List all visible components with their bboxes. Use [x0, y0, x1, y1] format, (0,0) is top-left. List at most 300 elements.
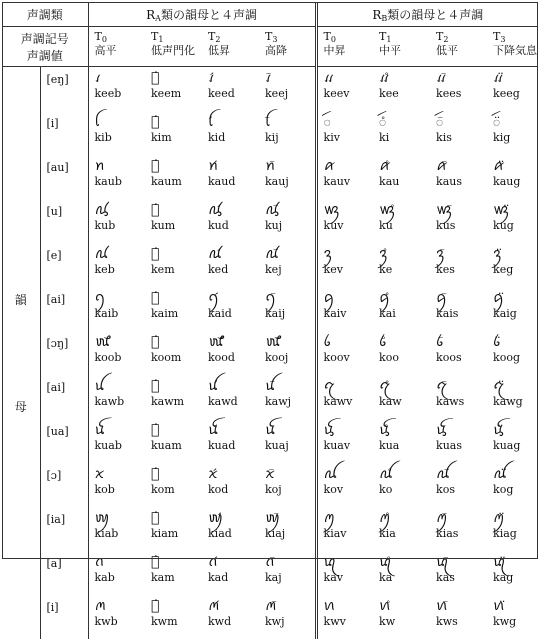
romanization: kauj [265, 175, 315, 188]
syllable-cell [487, 111, 538, 155]
syllable-cell [430, 507, 487, 551]
romanization: kooj [265, 351, 315, 364]
syllable-cell [316, 463, 373, 507]
script-glyph: ꪂ̇ [151, 199, 202, 219]
romanization: kaj [265, 571, 315, 584]
table-row [2, 111, 538, 155]
romanization: koos [436, 351, 487, 364]
romanization: kaig [493, 307, 538, 320]
script-glyph: ꪐ́ [208, 507, 259, 527]
syllable-cell [145, 155, 202, 199]
syllable-cell [88, 67, 145, 112]
romanization: keev [324, 87, 374, 100]
script-glyph: ꪊ̄ [265, 375, 315, 395]
romanization: kawg [493, 395, 538, 408]
syllable-cell [487, 199, 538, 243]
romanization: koog [493, 351, 538, 364]
script-glyph: ꪌ [95, 419, 146, 439]
romanization: kaub [95, 175, 146, 188]
syllable-cell [373, 463, 430, 507]
syllable-cell [202, 243, 259, 287]
script-glyph: ꪎ [95, 463, 146, 483]
syllable-cell [373, 595, 430, 639]
syllable-cell [259, 551, 316, 595]
script-glyph: ꪋ̈ [493, 375, 538, 395]
script-glyph: ꪈ̄ [265, 331, 315, 351]
syllable-cell [88, 595, 145, 639]
tone-header-tones_a-0 [88, 27, 145, 67]
syllable-cell [430, 419, 487, 463]
script-glyph: ꪐ [95, 507, 146, 527]
script-glyph: ꪕ [324, 595, 374, 615]
tone-code [265, 30, 315, 44]
romanization: koo [379, 351, 430, 364]
script-glyph: ꪔ́ [208, 595, 259, 615]
romanization: kes [436, 263, 487, 276]
syllable-cell [202, 287, 259, 331]
romanization: kov [324, 483, 374, 496]
tone-header-tones_a-1 [145, 27, 202, 67]
syllable-cell [259, 463, 316, 507]
tone-class-label: 声調類 [2, 2, 88, 27]
syllable-cell [145, 331, 202, 375]
syllable-cell [316, 67, 373, 112]
script-glyph: ꪵ [324, 67, 374, 87]
syllable-cell [259, 507, 316, 551]
syllable-cell [259, 111, 316, 155]
script-glyph: ꪍ̄ [436, 419, 487, 439]
romanization: kaug [493, 175, 538, 188]
romanization: kem [151, 263, 202, 276]
script-glyph: ꪏ [324, 463, 374, 483]
tone-code-letter: T [208, 30, 215, 43]
script-glyph: ꪁ̊ [379, 155, 430, 175]
syllable-cell [145, 507, 202, 551]
syllable-cell [88, 287, 145, 331]
script-glyph: ꪋ̊ [379, 375, 430, 395]
romanization: kawd [208, 395, 259, 408]
syllable-cell [487, 595, 538, 639]
syllable-cell [145, 375, 202, 419]
script-glyph: ꪹ̇ [151, 67, 202, 87]
romanization: kos [436, 483, 487, 496]
romanization: kuas [436, 439, 487, 452]
syllable-cell [259, 331, 316, 375]
syllable-cell [487, 419, 538, 463]
romanization: kud [208, 219, 259, 232]
romanization: kuag [493, 439, 538, 452]
syllable-cell [88, 375, 145, 419]
romanization: kaim [151, 307, 202, 320]
romanization: kab [95, 571, 146, 584]
script-glyph: ꪔ̄ [265, 595, 315, 615]
script-glyph: ꪎ̄ [265, 463, 315, 483]
romanization: kuab [95, 439, 146, 452]
romanization: kwj [265, 615, 315, 628]
script-glyph: ꪉ̈ [493, 331, 538, 351]
script-glyph: ꪑ̊ [379, 507, 430, 527]
syllable-cell [145, 463, 202, 507]
romanization: kees [436, 87, 487, 100]
syllable-cell [259, 595, 316, 639]
romanization: kia [379, 527, 430, 540]
script-glyph: ꪆ́ [208, 287, 259, 307]
script-glyph: ꪄ̇ [151, 243, 202, 263]
romanization: keb [95, 263, 146, 276]
script-glyph: ꪍ̈ [493, 419, 538, 439]
syllable-cell [487, 287, 538, 331]
table-row [2, 243, 538, 287]
tone-header-tones_b-2 [430, 27, 487, 67]
romanization: kiad [208, 527, 259, 540]
romanization: kid [208, 131, 259, 144]
romanization: keeb [95, 87, 146, 100]
romanization: kawv [324, 395, 374, 408]
script-glyph: ꪔ̇ [151, 595, 202, 615]
script-glyph: ꪐ̄ [265, 507, 315, 527]
romanization: ki [379, 131, 430, 144]
rhyme-label: [ɔ] [40, 463, 88, 507]
script-glyph: ꪀ́ [208, 155, 259, 175]
rhyme-label: [ai] [40, 375, 88, 419]
syllable-cell [487, 375, 538, 419]
script-glyph: ꪍ [324, 419, 374, 439]
script-glyph: ꪊ̇ [151, 375, 202, 395]
romanization: kiav [324, 527, 374, 540]
romanization: keem [151, 87, 202, 100]
syllable-cell [202, 595, 259, 639]
table-row [2, 287, 538, 331]
rhyme-label: [e] [40, 243, 88, 287]
syllable-cell [145, 199, 202, 243]
script-glyph: ꪅ̄ [436, 243, 487, 263]
syllable-cell [202, 375, 259, 419]
romanization: kus [436, 219, 487, 232]
table-row [2, 595, 538, 639]
script-glyph: ꪵ̊ [379, 67, 430, 87]
rhyme-label: [a] [40, 551, 88, 595]
romanization: koom [151, 351, 202, 364]
romanization: kuav [324, 439, 374, 452]
script-glyph: ꪅ̊ [379, 243, 430, 263]
tone-code [95, 30, 146, 44]
romanization: kag [493, 571, 538, 584]
syllable-cell [88, 155, 145, 199]
script-glyph: ꪇ̄ [436, 287, 487, 307]
tone-name: 高降 [265, 44, 315, 57]
script-glyph: ꪄ [95, 243, 146, 263]
rhyme-side-char: 母 [2, 398, 40, 415]
script-glyph: ꪔ [95, 595, 146, 615]
syllable-cell [259, 155, 316, 199]
tone-name: 下降気息 [493, 44, 538, 57]
script-glyph: ꪹ́ [208, 67, 259, 87]
tone-header-tones_b-1 [373, 27, 430, 67]
romanization: kiv [324, 131, 374, 144]
romanization: kaij [265, 307, 315, 320]
romanization: kuj [265, 219, 315, 232]
romanization: kuam [151, 439, 202, 452]
rhyme-label: [ua] [40, 419, 88, 463]
table-row [2, 331, 538, 375]
tone-code-letter: T [324, 30, 331, 43]
rhyme-label: [u] [40, 199, 88, 243]
romanization: kam [151, 571, 202, 584]
syllable-cell [202, 67, 259, 112]
script-glyph: ꪓ̄ [436, 551, 487, 571]
script-glyph: ꪷ̊ [379, 111, 430, 131]
syllable-cell [88, 243, 145, 287]
romanization: kig [493, 131, 538, 144]
script-glyph: ꪶ [95, 111, 146, 131]
romanization: kib [95, 131, 146, 144]
script-glyph: ꪐ̇ [151, 507, 202, 527]
syllable-cell [373, 155, 430, 199]
syllable-cell [316, 595, 373, 639]
script-glyph: ꪀ̄ [265, 155, 315, 175]
script-glyph: ꪅ [324, 243, 374, 263]
romanization: kauv [324, 175, 374, 188]
tone-header-tones_a-2 [202, 27, 259, 67]
script-glyph: ꪌ̇ [151, 419, 202, 439]
romanization: kawb [95, 395, 146, 408]
tone-name: 低平 [436, 44, 487, 57]
script-glyph: ꪀ [95, 155, 146, 175]
table-row [2, 375, 538, 419]
romanization: kai [379, 307, 430, 320]
script-glyph: ꪈ̇ [151, 331, 202, 351]
syllable-cell [259, 419, 316, 463]
script-glyph: ꪄ́ [208, 243, 259, 263]
tone-code-letter: T [436, 30, 443, 43]
syllable-cell [430, 375, 487, 419]
syllable-cell [430, 595, 487, 639]
table-row [2, 155, 538, 199]
script-glyph: ꪃ̈ [493, 199, 538, 219]
tone-code-letter: T [151, 30, 158, 43]
script-glyph: ꪏ̄ [436, 463, 487, 483]
tone-name: 中平 [379, 44, 430, 57]
tone-code-letter: T [95, 30, 102, 43]
romanization: kaiv [324, 307, 374, 320]
romanization: kog [493, 483, 538, 496]
romanization: kaib [95, 307, 146, 320]
romanization: keeg [493, 87, 538, 100]
syllable-cell [145, 67, 202, 112]
tone-header-tones_b-0 [316, 27, 373, 67]
orthography-table [2, 2, 538, 639]
romanization: kwb [95, 615, 146, 628]
romanization: kas [436, 571, 487, 584]
syllable-cell [202, 463, 259, 507]
syllable-cell [373, 243, 430, 287]
script-glyph: ꪇ̈ [493, 287, 538, 307]
script-glyph: ꪁ [324, 155, 374, 175]
romanization: kua [379, 439, 430, 452]
syllable-cell [487, 243, 538, 287]
syllable-cell [88, 199, 145, 243]
rhyme-label: [ai] [40, 287, 88, 331]
script-glyph: ꪒ̄ [265, 551, 315, 571]
syllable-cell [487, 463, 538, 507]
romanization: kau [379, 175, 430, 188]
romanization: kod [208, 483, 259, 496]
script-glyph: ꪹ [95, 67, 146, 87]
syllable-cell [373, 551, 430, 595]
script-glyph: ꪋ̄ [436, 375, 487, 395]
syllable-cell [88, 551, 145, 595]
syllable-cell [88, 331, 145, 375]
rhyme-label: [eŋ] [40, 67, 88, 112]
tone-name: 低昇 [208, 44, 259, 57]
syllable-cell [487, 67, 538, 112]
header-row-1 [2, 2, 538, 27]
syllable-cell [316, 507, 373, 551]
script-glyph: ꪌ́ [208, 419, 259, 439]
script-glyph: ꪕ̈ [493, 595, 538, 615]
script-glyph: ꪃ̊ [379, 199, 430, 219]
script-glyph: ꪒ̇ [151, 551, 202, 571]
romanization: kev [324, 263, 374, 276]
syllable-cell [316, 199, 373, 243]
script-glyph: ꪎ̇ [151, 463, 202, 483]
script-glyph: ꪑ̄ [436, 507, 487, 527]
syllable-cell [430, 551, 487, 595]
syllable-cell [373, 111, 430, 155]
syllable-cell [316, 243, 373, 287]
script-glyph: ꪉ̊ [379, 331, 430, 351]
tone-code [208, 30, 259, 44]
romanization: kis [436, 131, 487, 144]
syllable-cell [316, 155, 373, 199]
script-glyph: ꪆ [95, 287, 146, 307]
syllable-cell [259, 243, 316, 287]
tone-code-letter: T [265, 30, 272, 43]
romanization: ke [379, 263, 430, 276]
syllable-cell [202, 155, 259, 199]
script-glyph: ꪵ̄ [436, 67, 487, 87]
script-glyph: ꪕ̊ [379, 595, 430, 615]
syllable-cell [259, 375, 316, 419]
rhyme-side-label [2, 67, 40, 639]
script-glyph: ꪆ̄ [265, 287, 315, 307]
tone-code-sub: 2 [215, 35, 220, 44]
syllable-cell [373, 419, 430, 463]
romanization: ku [379, 219, 430, 232]
romanization: koov [324, 351, 374, 364]
tone-code [324, 30, 374, 44]
script-glyph: ꪂ́ [208, 199, 259, 219]
script-glyph: ꪏ̈ [493, 463, 538, 483]
romanization: kiam [151, 527, 202, 540]
romanization: kuv [324, 219, 374, 232]
syllable-cell [316, 375, 373, 419]
syllable-cell [430, 199, 487, 243]
romanization: kais [436, 307, 487, 320]
script-glyph: ꪊ [95, 375, 146, 395]
syllable-cell [316, 111, 373, 155]
tone-code-sub: 2 [443, 35, 448, 44]
script-glyph: ꪓ [324, 551, 374, 571]
script-glyph: ꪷ [324, 111, 374, 131]
romanization: kws [436, 615, 487, 628]
syllable-cell [430, 67, 487, 112]
tone-mark-label: 声調記号 声調値 [2, 27, 88, 67]
script-glyph: ꪶ́ [208, 111, 259, 131]
script-glyph: ꪊ́ [208, 375, 259, 395]
rhyme-label: [au] [40, 155, 88, 199]
romanization: keed [208, 87, 259, 100]
romanization: kuaj [265, 439, 315, 452]
romanization: kav [324, 571, 374, 584]
script-glyph: ꪁ̈ [493, 155, 538, 175]
script-glyph: ꪏ̊ [379, 463, 430, 483]
tone-code-sub: 3 [500, 35, 505, 44]
syllable-cell [145, 595, 202, 639]
tone-code-letter: T [379, 30, 386, 43]
script-glyph: ꪎ́ [208, 463, 259, 483]
script-glyph: ꪷ̄ [436, 111, 487, 131]
rhyme-label: [ia] [40, 507, 88, 551]
tone-name: 高平 [95, 44, 146, 57]
table-row [2, 507, 538, 551]
script-glyph: ꪋ [324, 375, 374, 395]
table-row [2, 67, 538, 112]
syllable-cell [316, 287, 373, 331]
romanization: kug [493, 219, 538, 232]
tone-code [493, 30, 538, 44]
script-glyph: ꪌ̄ [265, 419, 315, 439]
romanization: kawj [265, 395, 315, 408]
script-glyph: ꪉ [324, 331, 374, 351]
syllable-cell [487, 331, 538, 375]
romanization: keej [265, 87, 315, 100]
romanization: kee [379, 87, 430, 100]
romanization: kaid [208, 307, 259, 320]
romanization: kawm [151, 395, 202, 408]
romanization: kiag [493, 527, 538, 540]
syllable-cell [430, 243, 487, 287]
tone-code-sub: 1 [386, 35, 391, 44]
script-glyph: ꪄ̄ [265, 243, 315, 263]
script-glyph: ꪶ̄ [265, 111, 315, 131]
tone-code-sub: 0 [102, 35, 107, 44]
romanization: kwg [493, 615, 538, 628]
syllable-cell [202, 419, 259, 463]
tone-header-tones_a-3 [259, 27, 316, 67]
syllable-cell [430, 287, 487, 331]
syllable-cell [202, 199, 259, 243]
rhyme-label: [ɔŋ] [40, 331, 88, 375]
syllable-cell [88, 463, 145, 507]
romanization: kij [265, 131, 315, 144]
script-glyph: ꪈ́ [208, 331, 259, 351]
syllable-cell [202, 551, 259, 595]
tone-header-tones_b-3 [487, 27, 538, 67]
script-glyph: ꪇ [324, 287, 374, 307]
syllable-cell [145, 243, 202, 287]
rhyme-label: [i] [40, 111, 88, 155]
syllable-cell [202, 331, 259, 375]
syllable-cell [316, 419, 373, 463]
syllable-cell [316, 331, 373, 375]
syllable-cell [373, 375, 430, 419]
script-glyph: ꪂ̄ [265, 199, 315, 219]
tone-code-sub: 3 [272, 35, 277, 44]
romanization: kias [436, 527, 487, 540]
script-glyph: ꪒ́ [208, 551, 259, 571]
romanization: kaus [436, 175, 487, 188]
